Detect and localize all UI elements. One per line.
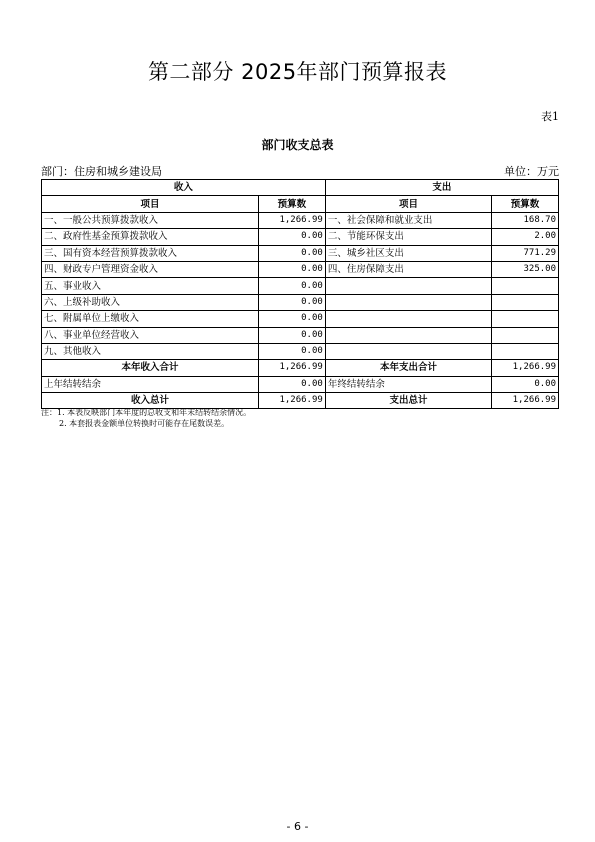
income-amount: 0.00 bbox=[258, 327, 325, 343]
expense-item: 二、节能环保支出 bbox=[325, 229, 491, 245]
expense-item bbox=[325, 343, 491, 359]
header-row-sections bbox=[42, 180, 559, 196]
table-row bbox=[42, 311, 559, 327]
expense-total-label: 支出总计 bbox=[325, 393, 491, 409]
expense-item: 四、住房保障支出 bbox=[325, 261, 491, 277]
income-amount: 0.00 bbox=[258, 311, 325, 327]
table-body bbox=[42, 212, 559, 409]
income-total-amount: 1,266.99 bbox=[258, 393, 325, 409]
carry-out-label: 年终结转结余 bbox=[325, 376, 491, 392]
income-amount: 0.00 bbox=[258, 294, 325, 310]
grand-total-row bbox=[42, 393, 559, 409]
income-budget-header: 预算数 bbox=[258, 196, 325, 212]
year-income-label: 本年收入合计 bbox=[42, 360, 259, 376]
income-amount: 0.00 bbox=[258, 245, 325, 261]
expense-item-header: 项目 bbox=[325, 196, 491, 212]
expense-item bbox=[325, 294, 491, 310]
income-item: 三、国有资本经营预算拨款收入 bbox=[42, 245, 259, 261]
table-row bbox=[42, 245, 559, 261]
income-item-header: 项目 bbox=[42, 196, 259, 212]
expense-item bbox=[325, 327, 491, 343]
income-item: 六、上级补助收入 bbox=[42, 294, 259, 310]
expense-item: 三、城乡社区支出 bbox=[325, 245, 491, 261]
carry-in-label: 上年结转结余 bbox=[42, 376, 259, 392]
income-item: 四、财政专户管理资金收入 bbox=[42, 261, 259, 277]
year-income-amount: 1,266.99 bbox=[258, 360, 325, 376]
income-item: 九、其他收入 bbox=[42, 343, 259, 359]
expense-amount bbox=[492, 327, 559, 343]
table-notes bbox=[41, 408, 251, 429]
expense-amount bbox=[492, 311, 559, 327]
table-title: 部门收支总表 bbox=[261, 138, 334, 152]
carry-over-row bbox=[42, 376, 559, 392]
table-row bbox=[42, 212, 559, 228]
table-row bbox=[42, 261, 559, 277]
note-line: 2. 本套报表金额单位转换时可能存在尾数误差。 bbox=[59, 418, 230, 428]
header-row-columns bbox=[42, 196, 559, 212]
income-amount: 0.00 bbox=[258, 343, 325, 359]
expense-amount bbox=[492, 294, 559, 310]
expense-amount: 771.29 bbox=[492, 245, 559, 261]
income-amount: 0.00 bbox=[258, 261, 325, 277]
table-row bbox=[42, 278, 559, 294]
income-item: 七、附属单位上缴收入 bbox=[42, 311, 259, 327]
year-expense-label: 本年支出合计 bbox=[325, 360, 491, 376]
expense-item bbox=[325, 278, 491, 294]
income-amount: 1,266.99 bbox=[258, 212, 325, 228]
table-row bbox=[42, 343, 559, 359]
year-expense-amount: 1,266.99 bbox=[492, 360, 559, 376]
table-number: 表1 bbox=[541, 110, 559, 123]
expense-budget-header: 预算数 bbox=[492, 196, 559, 212]
income-item: 二、政府性基金预算拨款收入 bbox=[42, 229, 259, 245]
page-number: - 6 - bbox=[286, 820, 309, 833]
expense-amount: 168.70 bbox=[492, 212, 559, 228]
table-row bbox=[42, 327, 559, 343]
page-title: 第二部分 2025年部门预算报表 bbox=[147, 60, 448, 84]
expense-amount: 325.00 bbox=[492, 261, 559, 277]
income-section-header: 收入 bbox=[42, 180, 326, 196]
table-row bbox=[42, 294, 559, 310]
income-item: 五、事业收入 bbox=[42, 278, 259, 294]
income-amount: 0.00 bbox=[258, 229, 325, 245]
carry-out-amount: 0.00 bbox=[492, 376, 559, 392]
expense-item bbox=[325, 311, 491, 327]
expense-amount: 2.00 bbox=[492, 229, 559, 245]
expense-section-header: 支出 bbox=[325, 180, 558, 196]
expense-amount bbox=[492, 343, 559, 359]
expense-amount bbox=[492, 278, 559, 294]
income-item: 一、一般公共预算拨款收入 bbox=[42, 212, 259, 228]
carry-in-amount: 0.00 bbox=[258, 376, 325, 392]
income-amount: 0.00 bbox=[258, 278, 325, 294]
year-total-row bbox=[42, 360, 559, 376]
income-total-label: 收入总计 bbox=[42, 393, 259, 409]
note-line: 注：1. 本表反映部门本年度的总收支和年末结转结余情况。 bbox=[41, 408, 252, 417]
table-meta bbox=[41, 163, 559, 177]
unit-label: 单位：万元 bbox=[504, 165, 559, 178]
department-label: 部门：住房和城乡建设局 bbox=[41, 165, 162, 178]
expense-item: 一、社会保障和就业支出 bbox=[325, 212, 491, 228]
expense-total-amount: 1,266.99 bbox=[492, 393, 559, 409]
table-row bbox=[42, 229, 559, 245]
income-item: 八、事业单位经营收入 bbox=[42, 327, 259, 343]
budget-summary-table bbox=[41, 179, 559, 409]
